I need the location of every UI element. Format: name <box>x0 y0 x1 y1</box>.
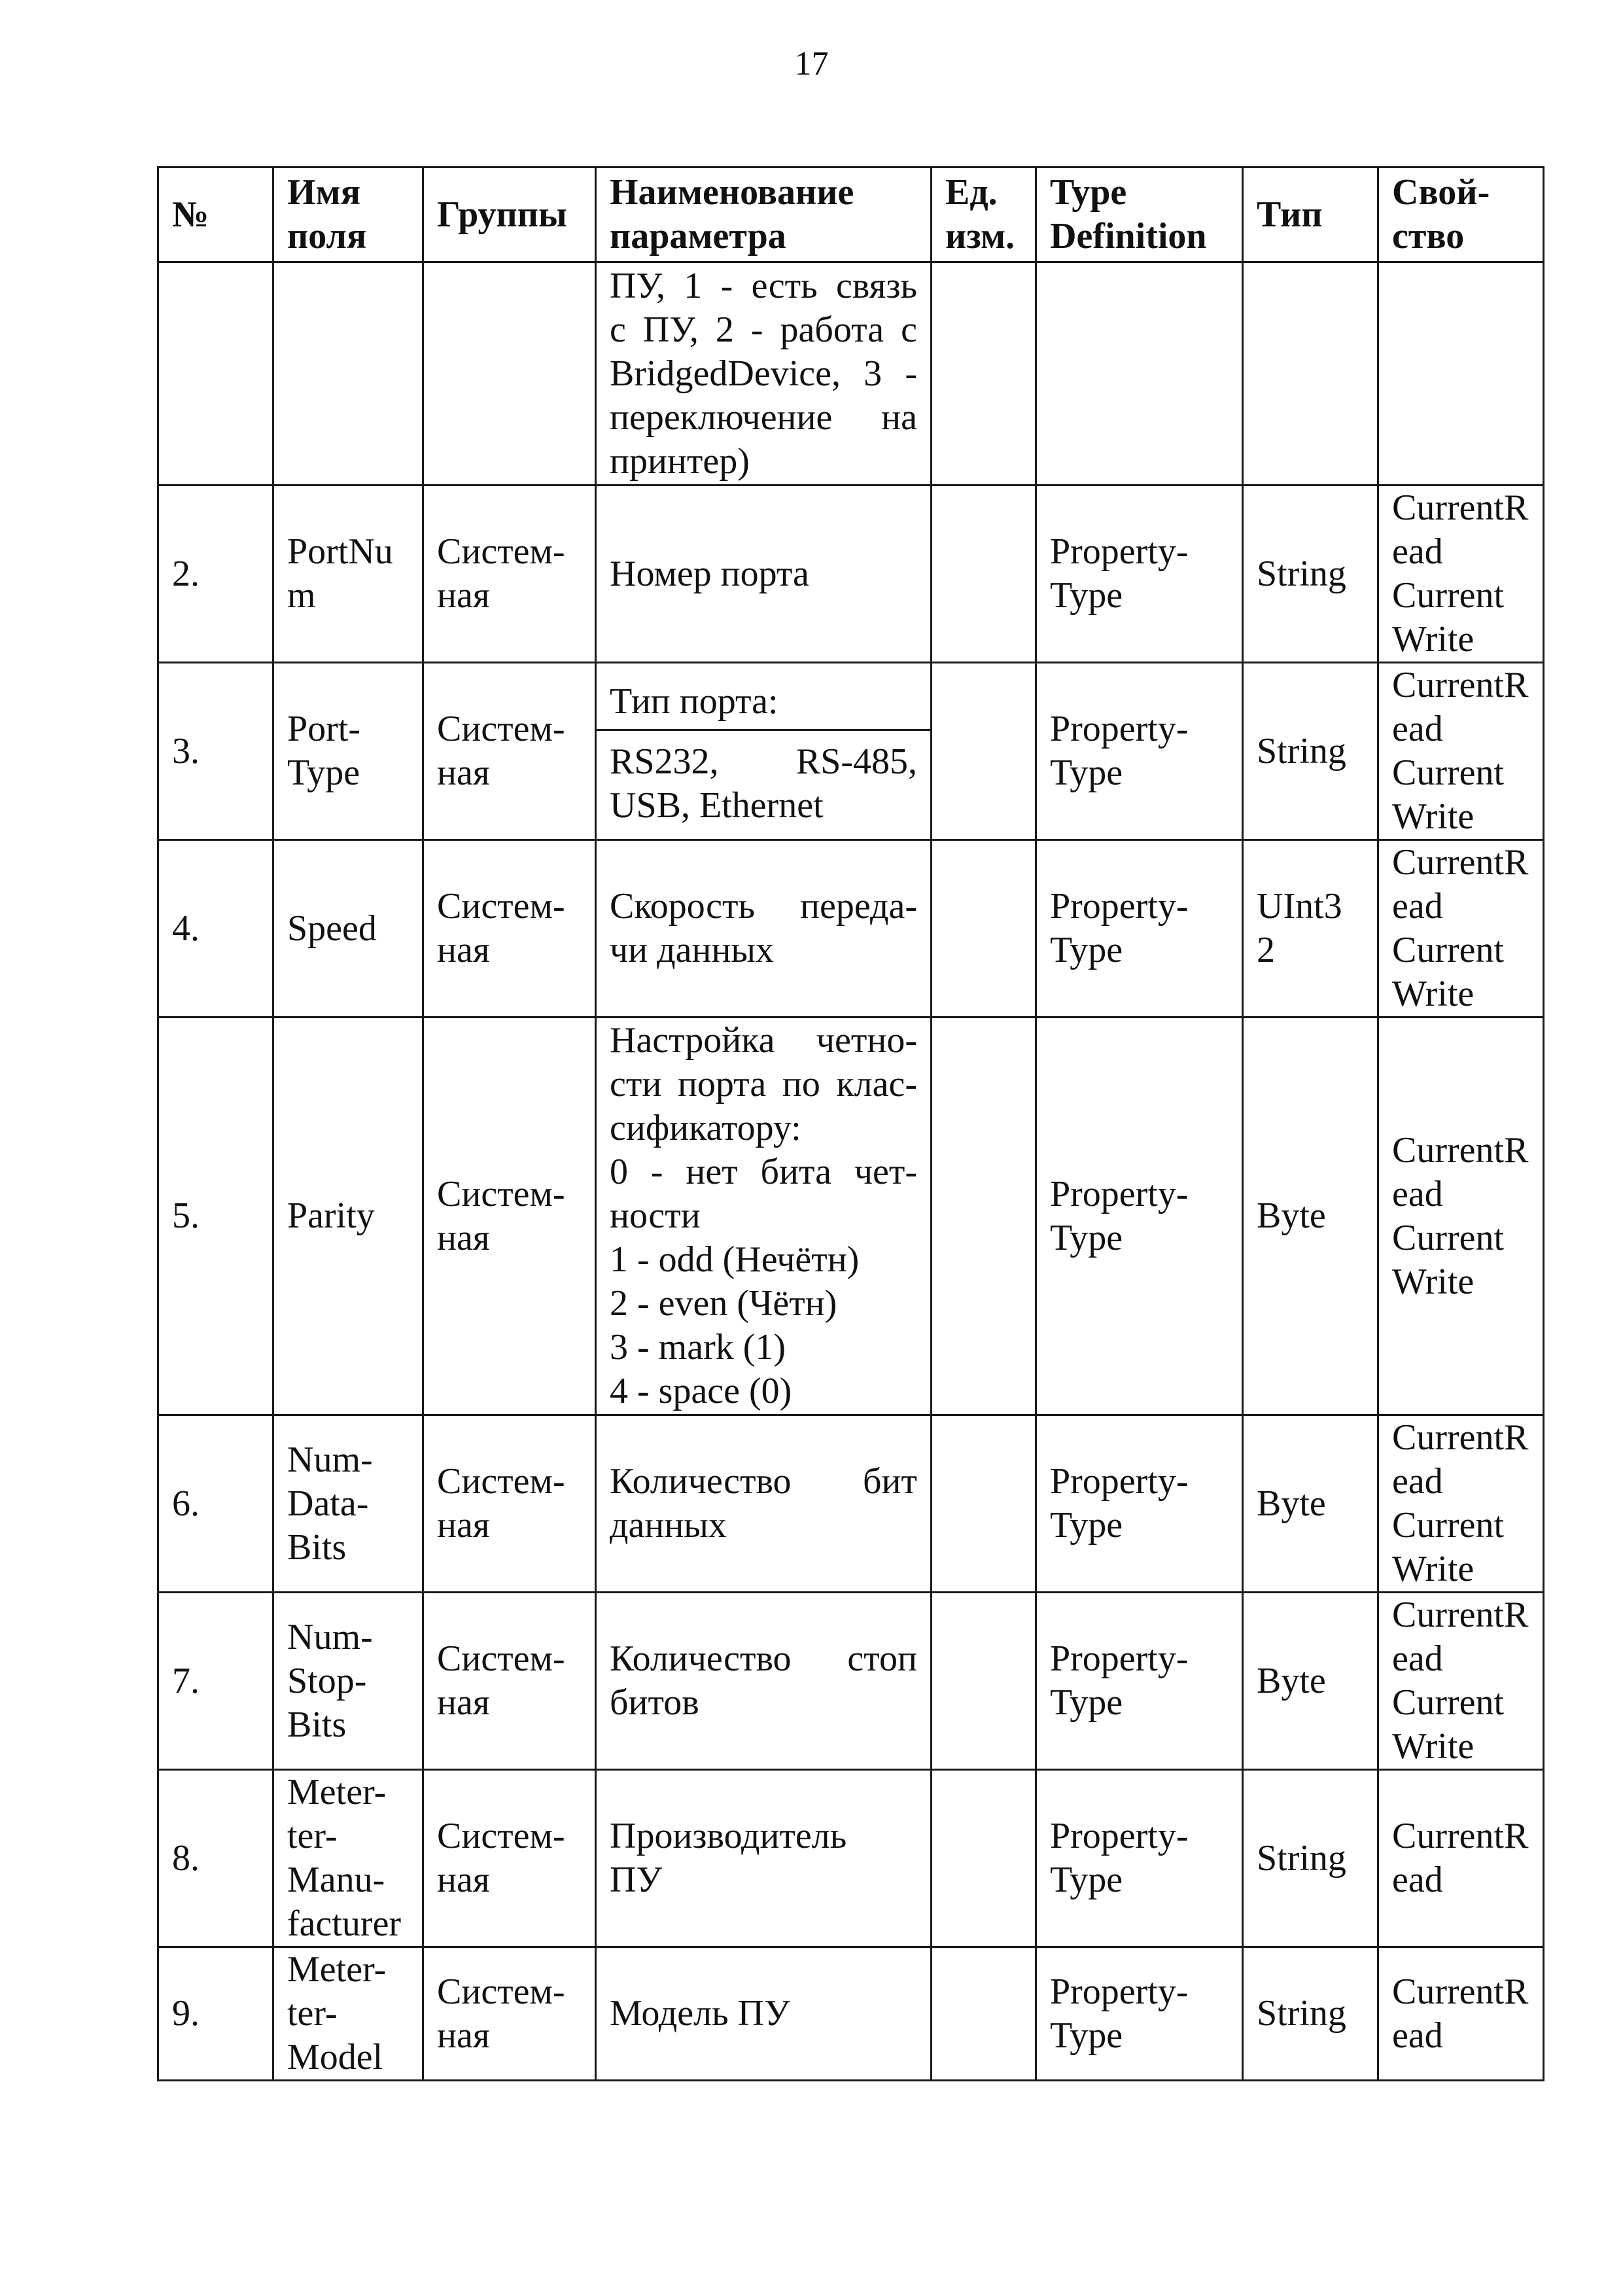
cell-property: CurrentR ead Current Write <box>1378 840 1544 1017</box>
table-header-row <box>158 168 1544 262</box>
cell-type: String <box>1243 486 1378 663</box>
cell-type: UInt3 2 <box>1243 840 1378 1017</box>
table-row-continuation <box>158 262 1544 486</box>
cell-num: 4. <box>158 840 273 1017</box>
cell-property: CurrentR ead Current Write <box>1378 1593 1544 1770</box>
cell-typedef: Property- Type <box>1036 1770 1243 1947</box>
param-subheader: Тип порта: <box>597 675 930 731</box>
table-row <box>158 840 1544 1017</box>
table-row <box>158 1415 1544 1593</box>
cell-group: Систем- ная <box>423 840 596 1017</box>
header-param-name: Наименование параметра <box>596 168 932 262</box>
cell-field: Port- Type <box>273 663 423 840</box>
cell-property: CurrentR ead Current Write <box>1378 486 1544 663</box>
cell-property: CurrentR ead Current Write <box>1378 663 1544 840</box>
header-num: № <box>158 168 273 262</box>
cell-group: Систем- ная <box>423 1770 596 1947</box>
cell-unit <box>932 262 1036 486</box>
cell-param: Настройка четно- сти порта по клас- сификатору: 0 - нет бита чет- ности 1 - odd (Нечётн) 2 - even (Чётн) 3 - mark (1) 4 - space (0) <box>596 1017 932 1415</box>
cell-typedef: Property- Type <box>1036 663 1243 840</box>
cell-type: Byte <box>1243 1017 1378 1415</box>
header-groups: Группы <box>423 168 596 262</box>
cell-num: 7. <box>158 1593 273 1770</box>
cell-field: Meter- ter- Model <box>273 1947 423 2081</box>
cell-param: Номер порта <box>596 486 932 663</box>
cell-num <box>158 262 273 486</box>
table-row <box>158 1593 1544 1770</box>
cell-unit <box>932 840 1036 1017</box>
cell-unit <box>932 663 1036 840</box>
cell-unit <box>932 1770 1036 1947</box>
table-row <box>158 486 1544 663</box>
cell-field: Meter- ter- Manu- facturer <box>273 1770 423 1947</box>
cell-param: Скорость переда- чи данных <box>596 840 932 1017</box>
cell-typedef <box>1036 262 1243 486</box>
cell-typedef: Property- Type <box>1036 1017 1243 1415</box>
cell-type: Byte <box>1243 1415 1378 1593</box>
cell-type: Byte <box>1243 1593 1378 1770</box>
cell-param <box>596 663 932 840</box>
table-row <box>158 1947 1544 2081</box>
cell-field: Parity <box>273 1017 423 1415</box>
cell-group: Систем- ная <box>423 1017 596 1415</box>
cell-num: 9. <box>158 1947 273 2081</box>
cell-property: CurrentR ead <box>1378 1770 1544 1947</box>
cell-type: String <box>1243 1770 1378 1947</box>
cell-num: 2. <box>158 486 273 663</box>
table-row <box>158 1770 1544 1947</box>
header-type: Тип <box>1243 168 1378 262</box>
table-row <box>158 1017 1544 1415</box>
cell-field: Num- Stop- Bits <box>273 1593 423 1770</box>
cell-param: Производитель ПУ <box>596 1770 932 1947</box>
cell-unit <box>932 1415 1036 1593</box>
cell-property: CurrentR ead <box>1378 1947 1544 2081</box>
cell-field: Speed <box>273 840 423 1017</box>
cell-num: 5. <box>158 1017 273 1415</box>
cell-num: 3. <box>158 663 273 840</box>
cell-group: Систем- ная <box>423 1415 596 1593</box>
cell-type: String <box>1243 1947 1378 2081</box>
header-property: Свой- ство <box>1378 168 1544 262</box>
cell-property: CurrentR ead Current Write <box>1378 1415 1544 1593</box>
cell-field: PortNu m <box>273 486 423 663</box>
cell-unit <box>932 1017 1036 1415</box>
cell-num: 8. <box>158 1770 273 1947</box>
cell-unit <box>932 1593 1036 1770</box>
cell-property: CurrentR ead Current Write <box>1378 1017 1544 1415</box>
cell-param: Модель ПУ <box>596 1947 932 2081</box>
cell-unit <box>932 1947 1036 2081</box>
cell-param: Количество стоп битов <box>596 1593 932 1770</box>
param-values: RS232, RS-485, USB, Ethernet <box>610 741 917 826</box>
page-number: 17 <box>794 45 829 82</box>
cell-param: Количество бит данных <box>596 1415 932 1593</box>
cell-typedef: Property- Type <box>1036 840 1243 1017</box>
cell-typedef: Property- Type <box>1036 1415 1243 1593</box>
cell-typedef: Property- Type <box>1036 1593 1243 1770</box>
cell-group: Систем- ная <box>423 1593 596 1770</box>
cell-field <box>273 262 423 486</box>
cell-group: Систем- ная <box>423 1947 596 2081</box>
parameters-table <box>157 166 1544 2081</box>
header-field-name: Имя поля <box>273 168 423 262</box>
header-unit: Ед. изм. <box>932 168 1036 262</box>
cell-param: ПУ, 1 - есть связь с ПУ, 2 - работа с BridgedDevice, 3 - переключение на принтер) <box>596 262 932 486</box>
cell-typedef: Property- Type <box>1036 1947 1243 2081</box>
header-type-definition: Type Definition <box>1036 168 1243 262</box>
cell-type <box>1243 262 1378 486</box>
cell-typedef: Property- Type <box>1036 486 1243 663</box>
cell-unit <box>932 486 1036 663</box>
cell-num: 6. <box>158 1415 273 1593</box>
cell-property <box>1378 262 1544 486</box>
cell-group: Систем- ная <box>423 663 596 840</box>
table-row <box>158 663 1544 840</box>
cell-field: Num- Data- Bits <box>273 1415 423 1593</box>
cell-group <box>423 262 596 486</box>
cell-group: Систем- ная <box>423 486 596 663</box>
cell-type: String <box>1243 663 1378 840</box>
